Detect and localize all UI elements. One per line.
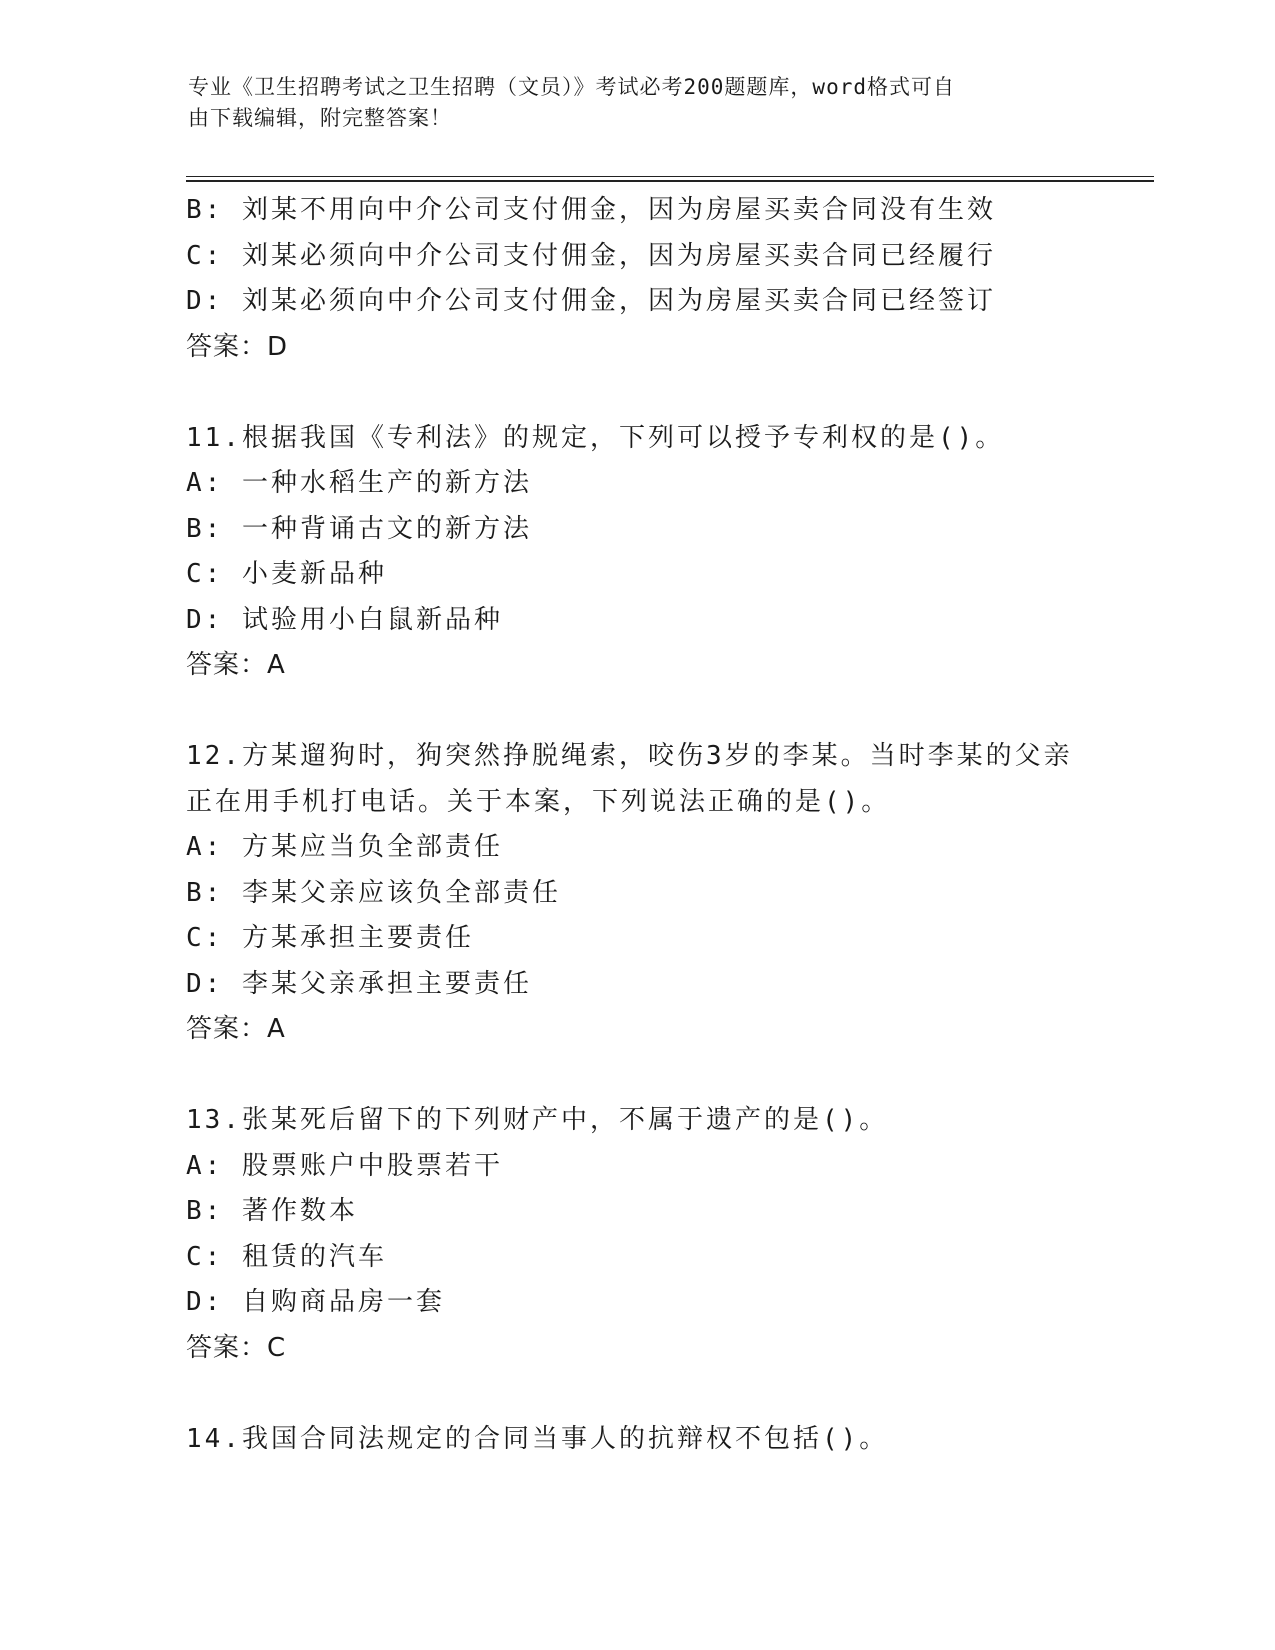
spacer xyxy=(186,370,1086,416)
answer-line: 答案：D xyxy=(186,331,289,362)
question-12 xyxy=(186,734,1086,1053)
header-line-2: 由下载编辑，附完整答案！ xyxy=(188,106,452,130)
header-divider-thick xyxy=(186,180,1154,182)
option-d: D: 李某父亲承担主要责任 xyxy=(186,968,532,999)
option-b: B: 一种背诵古文的新方法 xyxy=(186,513,532,544)
option-b: B: 著作数本 xyxy=(186,1196,358,1226)
question-list xyxy=(186,188,1086,1462)
document-header xyxy=(188,72,1068,134)
question-prev xyxy=(186,188,1086,370)
option-b: B: 李某父亲应该负全部责任 xyxy=(186,877,561,908)
question-stem-continued: 正在用手机打电话。关于本案，下列说法正确的是()。 xyxy=(186,786,891,817)
option-c: C: 刘某必须向中介公司支付佣金，因为房屋买卖合同已经履行 xyxy=(186,240,996,271)
spacer xyxy=(186,1053,1086,1099)
question-13 xyxy=(186,1098,1086,1371)
header-divider-thin xyxy=(186,176,1154,177)
option-a: A: 一种水稻生产的新方法 xyxy=(186,468,532,498)
option-c: C: 小麦新品种 xyxy=(186,559,387,589)
option-a: A: 股票账户中股票若干 xyxy=(186,1150,503,1181)
option-d: D: 自购商品房一套 xyxy=(186,1287,445,1317)
option-c: C: 租赁的汽车 xyxy=(186,1241,387,1272)
answer-line: 答案：A xyxy=(186,650,286,680)
question-14 xyxy=(186,1417,1086,1463)
answer-line: 答案：A xyxy=(186,1014,286,1044)
spacer xyxy=(186,689,1086,735)
option-d: D: 刘某必须向中介公司支付佣金，因为房屋买卖合同已经签订 xyxy=(186,286,996,316)
question-stem: 11.根据我国《专利法》的规定，下列可以授予专利权的是()。 xyxy=(186,422,1005,453)
question-stem: 14.我国合同法规定的合同当事人的抗辩权不包括()。 xyxy=(186,1423,889,1454)
option-c: C: 方某承担主要责任 xyxy=(186,923,474,953)
question-stem: 12.方某遛狗时，狗突然挣脱绳索，咬伤3岁的李某。当时李某的父亲 xyxy=(186,741,1073,771)
spacer xyxy=(186,1371,1086,1417)
question-11 xyxy=(186,416,1086,689)
option-d: D: 试验用小白鼠新品种 xyxy=(186,604,503,635)
option-a: A: 方某应当负全部责任 xyxy=(186,832,503,862)
header-line-1: 专业《卫生招聘考试之卫生招聘（文员）》考试必考200题题库，word格式可自 xyxy=(188,75,955,99)
question-stem: 13.张某死后留下的下列财产中，不属于遗产的是()。 xyxy=(186,1105,889,1135)
option-b: B: 刘某不用向中介公司支付佣金，因为房屋买卖合同没有生效 xyxy=(186,195,996,225)
answer-line: 答案：C xyxy=(186,1332,287,1363)
